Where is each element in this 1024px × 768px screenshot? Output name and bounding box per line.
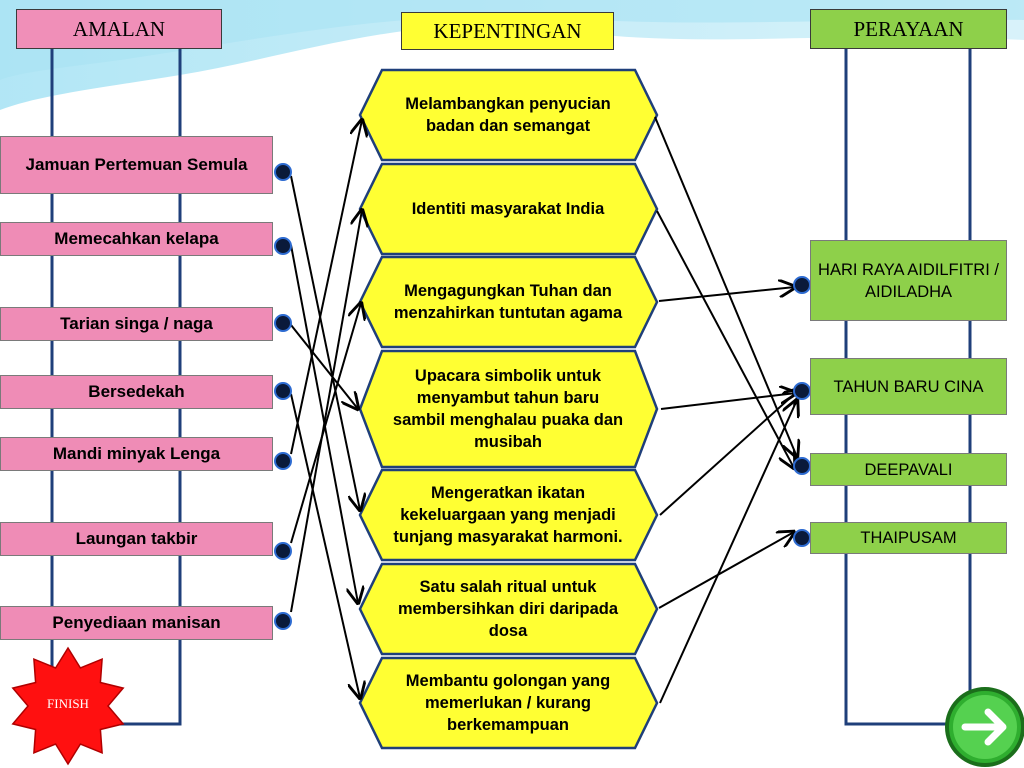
kepentingan-item-4[interactable]: Upacara simbolik untuk menyambut tahun baru sambil menghalau puaka dan musibah xyxy=(392,367,624,451)
connector-arrow-14 xyxy=(660,400,797,703)
perayaan-item-hari-raya[interactable]: HARI RAYA AIDILFITRI / AIDILADHA xyxy=(810,240,1007,321)
kepentingan-item-1[interactable]: Melambangkan penyucian badan dan semangat xyxy=(405,95,611,135)
perayaan-item-deepavali[interactable]: DEEPAVALI xyxy=(810,453,1007,486)
amalan-item-mandi[interactable]: Mandi minyak Lenga xyxy=(0,437,273,471)
perayaan-item-tahun-baru-cina[interactable]: TAHUN BARU CINA xyxy=(810,358,1007,415)
amalan-item-manisan[interactable]: Penyediaan manisan xyxy=(0,606,273,640)
amalan-connector-dot-3[interactable] xyxy=(275,315,291,331)
header-perayaan: PERAYAAN xyxy=(810,9,1007,49)
connector-arrow-8 xyxy=(655,117,797,457)
header-amalan: AMALAN xyxy=(16,9,222,49)
amalan-connector-dot-6[interactable] xyxy=(275,543,291,559)
connector-arrow-4 xyxy=(291,394,360,698)
amalan-item-tarian[interactable]: Tarian singa / naga xyxy=(0,307,273,341)
amalan-item-takbir[interactable]: Laungan takbir xyxy=(0,522,273,556)
amalan-connector-dot-2[interactable] xyxy=(275,238,291,254)
connector-arrow-13 xyxy=(659,532,794,608)
amalan-item-jamuan[interactable]: Jamuan Pertemuan Semula xyxy=(0,136,273,194)
perayaan-connector-dot-2[interactable] xyxy=(794,383,810,399)
kepentingan-item-3[interactable]: Mengagungkan Tuhan dan menzahirkan tuntutan agama xyxy=(393,282,623,322)
connector-arrow-9 xyxy=(657,211,794,468)
perayaan-item-thaipusam[interactable]: THAIPUSAM xyxy=(810,522,1007,554)
connector-arrow-5 xyxy=(291,120,362,454)
amalan-connector-dot-5[interactable] xyxy=(275,453,291,469)
amalan-item-bersedekah[interactable]: Bersedekah xyxy=(0,375,273,409)
amalan-connector-dot-4[interactable] xyxy=(275,383,291,399)
next-arrow-button[interactable] xyxy=(947,689,1023,765)
perayaan-connector-dot-1[interactable] xyxy=(794,277,810,293)
amalan-item-kelapa[interactable]: Memecahkan kelapa xyxy=(0,222,273,256)
perayaan-connector-dot-3[interactable] xyxy=(794,458,810,474)
kepentingan-item-6[interactable]: Satu salah ritual untuk membersihkan diri daripada dosa xyxy=(397,578,619,640)
header-kepentingan: KEPENTINGAN xyxy=(401,12,614,50)
kepentingan-item-7[interactable]: Membantu golongan yang memerlukan / kurang berkemampuan xyxy=(405,672,611,734)
connector-arrow-12 xyxy=(660,389,800,515)
kepentingan-item-2[interactable]: Identiti masyarakat India xyxy=(411,200,605,218)
amalan-connector-dot-7[interactable] xyxy=(275,613,291,629)
perayaan-connector-dot-4[interactable] xyxy=(794,530,810,546)
kepentingan-item-5[interactable]: Mengeratkan ikatan kekeluargaan yang menjadi tunjang masyarakat harmoni. xyxy=(393,484,623,546)
amalan-connector-dot-1[interactable] xyxy=(275,164,291,180)
finish-label: FINISH xyxy=(47,696,89,711)
